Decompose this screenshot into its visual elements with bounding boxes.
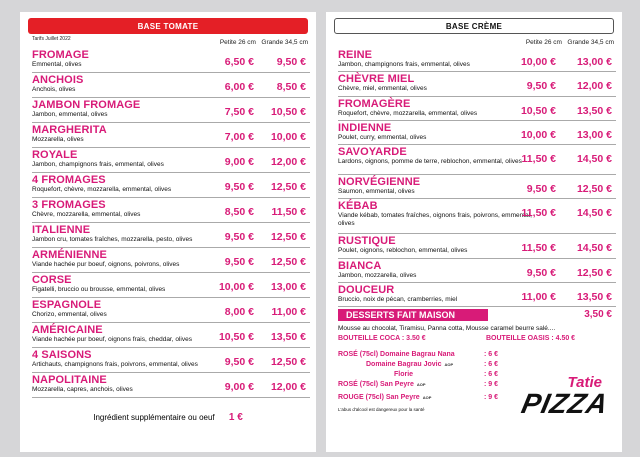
wine-label: [338, 394, 431, 401]
wine-name: Florie: [394, 371, 414, 379]
price-small: 11,50 €: [521, 153, 556, 166]
price-large: 12,50 €: [270, 256, 306, 268]
size-columns: [220, 39, 308, 46]
item-name: NAPOLITAINE: [32, 374, 107, 386]
price-large: 9,50 €: [276, 56, 306, 68]
menu-item: [338, 48, 616, 72]
wine-label: [338, 381, 426, 388]
item-name: ESPAGNOLE: [32, 299, 102, 311]
price-large: 13,00 €: [270, 281, 306, 293]
price-large: 12,00 €: [270, 381, 306, 393]
col-large-label: Grande 34,5 cm: [261, 39, 308, 46]
wine-name: ROSÉ (75cl) San Peyre: [338, 381, 414, 389]
price-small: 9,50 €: [526, 183, 556, 196]
item-name: 4 FROMAGES: [32, 174, 106, 186]
price-small: 7,50 €: [224, 106, 254, 118]
supplement-label: Ingrédient supplémentaire ou oeuf: [93, 413, 215, 422]
wine-price: : 6 €: [484, 361, 499, 369]
item-name: ITALIENNE: [32, 224, 91, 236]
aop-label: AOP: [422, 395, 432, 401]
col-small-label: Petite 26 cm: [525, 39, 562, 46]
item-description: Chorizo, emmental, olives: [32, 311, 107, 318]
item-name: KÉBAB: [338, 200, 378, 213]
item-name: MARGHERITA: [32, 124, 107, 136]
price-large: 14,50 €: [576, 242, 612, 255]
item-name: AMÉRICAINE: [32, 324, 103, 336]
menu-item: [338, 175, 616, 199]
wine-name: Domaine Bagrau Jovic: [366, 361, 442, 369]
coca-price: BOUTEILLE COCA : 3.50 €: [338, 335, 426, 343]
item-description: Jambon, emmental, olives: [32, 111, 108, 118]
size-columns: [526, 39, 614, 46]
item-description: Lardons, oignons, pomme de terre, reblochon, emmental, olives: [338, 158, 522, 166]
price-small: 10,50 €: [218, 331, 254, 343]
item-name: RUSTIQUE: [338, 235, 396, 248]
wine-name: ROSÉ (75cl) Domaine Bagrau Nana: [338, 351, 455, 359]
wine-price: : 6 €: [484, 371, 499, 379]
price-large: 12,50 €: [270, 181, 306, 193]
menu-item: [32, 298, 310, 323]
price-large: 8,50 €: [276, 81, 306, 93]
menu-item: [32, 98, 310, 123]
menu-item: [338, 234, 616, 258]
price-small: 8,00 €: [224, 306, 254, 318]
alcohol-warning: L'abus d'alcool est dangereux pour la santé: [338, 407, 425, 413]
col-large-label: Grande 34,5 cm: [567, 39, 614, 46]
tatie-pizza-logo: [518, 374, 612, 424]
menu-item: [338, 121, 616, 145]
menu-item: [32, 348, 310, 373]
desserts-row: [338, 309, 616, 323]
col-small-label: Petite 26 cm: [219, 39, 256, 46]
item-name: BIANCA: [338, 259, 382, 272]
menu-item: [338, 145, 616, 175]
menu-item: [32, 273, 310, 298]
price-small: 7,00 €: [224, 131, 254, 143]
item-description: Figatelli, bruccio ou brousse, emmental, olives: [32, 286, 166, 293]
menu-panel-tomate: [20, 12, 316, 452]
menu-item: [32, 323, 310, 348]
menu-item: [32, 223, 310, 248]
price-small: 9,00 €: [224, 381, 254, 393]
item-name: JAMBON FROMAGE: [32, 99, 141, 111]
menu-item: [32, 173, 310, 198]
menu-item: [338, 259, 616, 283]
item-description: Jambon, mozzarella, olives: [338, 271, 417, 279]
aop-label: AOP: [416, 382, 426, 388]
price-small: 9,50 €: [224, 356, 254, 368]
item-name: CORSE: [32, 274, 72, 286]
drinks-row: [338, 335, 616, 347]
price-small: 10,50 €: [520, 104, 556, 117]
item-name: SAVOYARDE: [338, 146, 407, 159]
item-name: ARMÉNIENNE: [32, 249, 107, 261]
menu-item: [338, 97, 616, 121]
price-large: 12,50 €: [576, 266, 612, 279]
item-name: NORVÉGIENNE: [338, 176, 421, 189]
price-small: 6,00 €: [224, 81, 254, 93]
price-large: 12,50 €: [576, 183, 612, 196]
item-name: ROYALE: [32, 149, 78, 161]
item-description: Chèvre, miel, emmental, olives: [338, 85, 427, 93]
item-name: 3 FROMAGES: [32, 199, 106, 211]
price-small: 10,00 €: [520, 56, 556, 68]
price-small: 8,50 €: [224, 206, 254, 218]
item-description: Roquefort, chèvre, mozzarella, emmental, olives: [32, 186, 172, 193]
desserts-description: Mousse au chocolat, Tiramisu, Panna cotta, Mousse caramel beurre salé....: [338, 325, 556, 333]
price-large: 10,00 €: [270, 131, 306, 143]
price-small: 6,50 €: [224, 56, 254, 68]
section-header-tomate: BASE TOMATE: [28, 18, 308, 34]
item-description: Saumon, emmental, olives: [338, 188, 415, 196]
menu-panel-creme: [326, 12, 622, 452]
desserts-title: DESSERTS FAIT MAISON: [338, 309, 488, 321]
wine-line: [338, 361, 622, 371]
price-large: 13,00 €: [576, 128, 612, 141]
price-columns-header: [20, 34, 316, 48]
item-name: FROMAGÈRE: [338, 97, 411, 110]
item-description: Mozzarella, capres, anchois, olives: [32, 386, 133, 393]
item-name: REINE: [338, 49, 373, 61]
menu-item: [32, 123, 310, 148]
price-large: 12,00 €: [576, 80, 612, 93]
item-description: Jambon cru, tomates fraîches, mozzarella, pesto, olives: [32, 236, 193, 243]
item-description: Poulet, curry, emmental, olives: [338, 133, 427, 141]
price-large: 13,50 €: [270, 331, 306, 343]
aop-label: AOP: [444, 362, 454, 368]
item-name: ANCHOIS: [32, 74, 84, 86]
supplement-line: [20, 412, 316, 423]
item-description: Jambon, champignons frais, emmental, olives: [32, 161, 164, 168]
price-small: 9,50 €: [224, 231, 254, 243]
price-large: 11,00 €: [271, 306, 306, 318]
item-name: 4 SAISONS: [32, 349, 92, 361]
pizza-list-creme: [326, 48, 622, 307]
price-small: 9,50 €: [224, 256, 254, 268]
price-large: 12,50 €: [270, 356, 306, 368]
menu-item: [338, 199, 616, 234]
price-small: 9,00 €: [224, 156, 254, 168]
wine-line: [338, 351, 622, 361]
price-large: 13,50 €: [576, 291, 612, 304]
item-description: Emmental, olives: [32, 61, 82, 68]
price-large: 12,50 €: [270, 231, 306, 243]
item-description: Roquefort, chèvre, mozzarella, emmental, olives: [338, 109, 478, 117]
price-large: 14,50 €: [576, 207, 612, 220]
menu-item: [32, 48, 310, 73]
pizza-list-tomate: [20, 48, 316, 398]
item-description: Chèvre, mozzarella, emmental, olives: [32, 211, 141, 218]
desserts-price: 3,50 €: [584, 309, 612, 321]
wine-name: ROUGE (75cl) San Peyre: [338, 394, 420, 402]
price-small: 11,00 €: [521, 291, 556, 304]
price-large: 13,50 €: [576, 104, 612, 117]
item-description: Poulet, oignons, reblochon, emmental, olives: [338, 247, 468, 255]
oasis-price: BOUTEILLE OASIS : 4.50 €: [486, 335, 576, 343]
price-small: 11,50 €: [521, 242, 556, 255]
section-header-creme: BASE CRÈME: [334, 18, 614, 34]
wine-label: [394, 371, 416, 378]
item-description: Viande hachée pur boeuf, oignons frais, cheddar, olives: [32, 336, 192, 343]
price-large: 13,00 €: [576, 56, 612, 68]
item-description: Anchois, olives: [32, 86, 76, 93]
price-large: 14,50 €: [576, 153, 612, 166]
menu-item: [32, 373, 310, 398]
wine-label: [338, 351, 458, 358]
price-large: 12,00 €: [270, 156, 306, 168]
logo-tatie: Tatie: [567, 374, 602, 391]
menu-item: [338, 283, 616, 307]
menu-item: [32, 148, 310, 173]
item-description: Viande kébab, tomates fraîches, oignons frais, poivrons, emmental, olives: [338, 212, 532, 228]
item-name: CHÈVRE MIEL: [338, 73, 415, 86]
price-small: 11,50 €: [521, 207, 556, 220]
price-large: 11,50 €: [271, 206, 306, 218]
item-description: Bruccio, noix de pécan, cramberries, miel: [338, 296, 458, 304]
price-small: 10,00 €: [218, 281, 254, 293]
menu-item: [32, 73, 310, 98]
price-small: 9,50 €: [224, 181, 254, 193]
item-name: DOUCEUR: [338, 284, 395, 297]
price-small: 10,00 €: [520, 128, 556, 141]
wine-price: : 6 €: [484, 351, 499, 359]
tarifs-date: Tarifs Juillet 2022: [32, 36, 71, 42]
price-columns-header: [326, 34, 622, 48]
wine-price: : 9 €: [484, 381, 499, 389]
item-description: Viande hachée pur boeuf, oignons, poivrons, olives: [32, 261, 180, 268]
price-large: 10,50 €: [270, 106, 306, 118]
item-description: Mozzarella, olives: [32, 136, 84, 143]
menu-item: [32, 198, 310, 223]
item-description: Artichauts, champignons frais, poivrons, emmental, olives: [32, 361, 198, 368]
logo-pizza: PIZZA: [518, 388, 612, 419]
item-description: Jambon, champignons frais, emmental, olives: [338, 61, 470, 68]
menu-item: [338, 72, 616, 96]
item-name: INDIENNE: [338, 121, 392, 134]
price-small: 9,50 €: [526, 80, 556, 93]
wine-label: [366, 361, 453, 368]
menu-item: [32, 248, 310, 273]
item-name: FROMAGE: [32, 49, 89, 61]
price-small: 9,50 €: [526, 266, 556, 279]
supplement-price: 1 €: [228, 412, 243, 423]
wine-price: : 9 €: [484, 394, 499, 402]
